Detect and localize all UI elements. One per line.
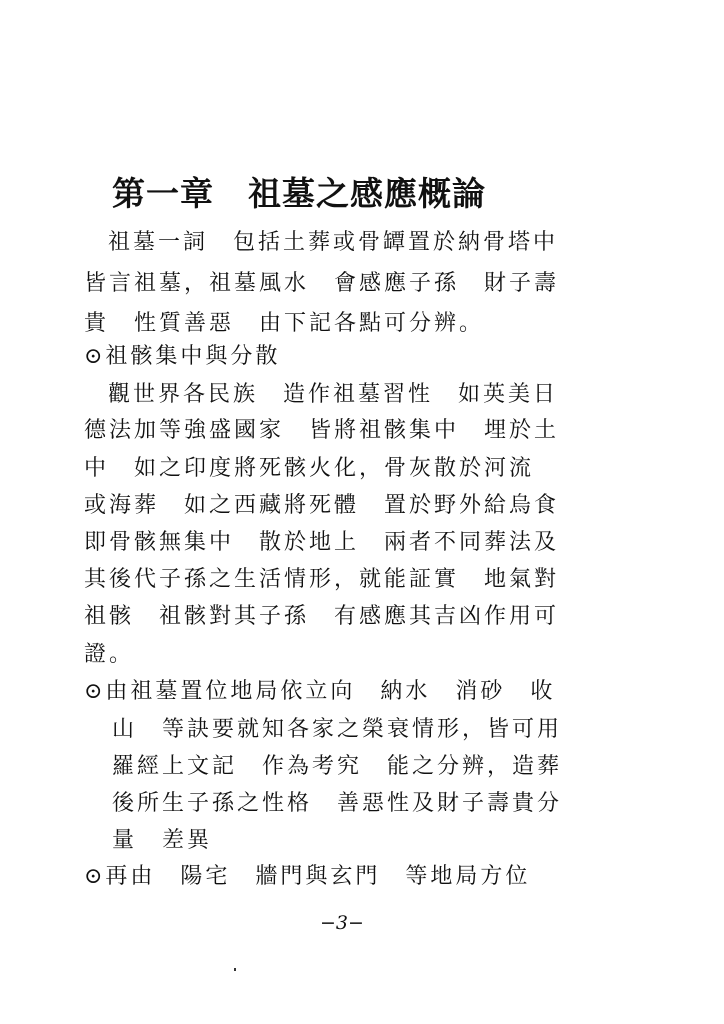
section-heading-ancestral-remains: ⊙祖骸集中與分散 bbox=[84, 344, 281, 369]
text-line-15: 羅經上文記 作為考究 能之分辨，造葬 bbox=[112, 754, 563, 779]
bullet-item-tomb-layout: ⊙由祖墓置位地局依立向 納水 消砂 收 bbox=[84, 679, 556, 704]
text-line-11: 祖骸 祖骸對其子孫 有感應其吉凶作用可 bbox=[84, 604, 560, 629]
scan-speck bbox=[234, 968, 236, 971]
text-line-6: 德法加等強盛國家 皆將祖骸集中 埋於土 bbox=[84, 418, 560, 443]
text-line-5: 觀世界各民族 造作祖墓習性 如英美日 bbox=[108, 382, 559, 407]
page-number: −3− bbox=[320, 912, 364, 934]
text-line-17: 量 差異 bbox=[112, 828, 213, 853]
text-line-3: 貴 性質善惡 由下記各點可分辨。 bbox=[84, 311, 485, 336]
text-line-16: 後所生子孫之性格 善惡性及財子壽貴分 bbox=[112, 791, 563, 816]
text-line-2: 皆言祖墓，祖墓風水 會感應子孫 財子壽 bbox=[84, 271, 560, 296]
text-line-10: 其後代子孫之生活情形，就能証實 地氣對 bbox=[84, 567, 560, 592]
text-line-7: 中 如之印度將死骸火化，骨灰散於河流 bbox=[84, 456, 535, 481]
chapter-title: 第一章 祖墓之感應概論 bbox=[112, 174, 486, 213]
text-line-14: 山 等訣要就知各家之榮衰情形，皆可用 bbox=[112, 717, 563, 742]
text-line-12: 證。 bbox=[84, 642, 135, 667]
text-line-1: 祖墓一詞 包括土葬或骨罈置於納骨塔中 bbox=[108, 230, 559, 255]
text-line-9: 即骨骸無集中 散於地上 兩者不同葬法及 bbox=[84, 530, 560, 555]
bullet-item-yang-dwelling: ⊙再由 陽宅 牆門與玄門 等地局方位 bbox=[84, 864, 531, 889]
text-line-8: 或海葬 如之西藏將死體 置於野外給烏食 bbox=[84, 493, 560, 518]
